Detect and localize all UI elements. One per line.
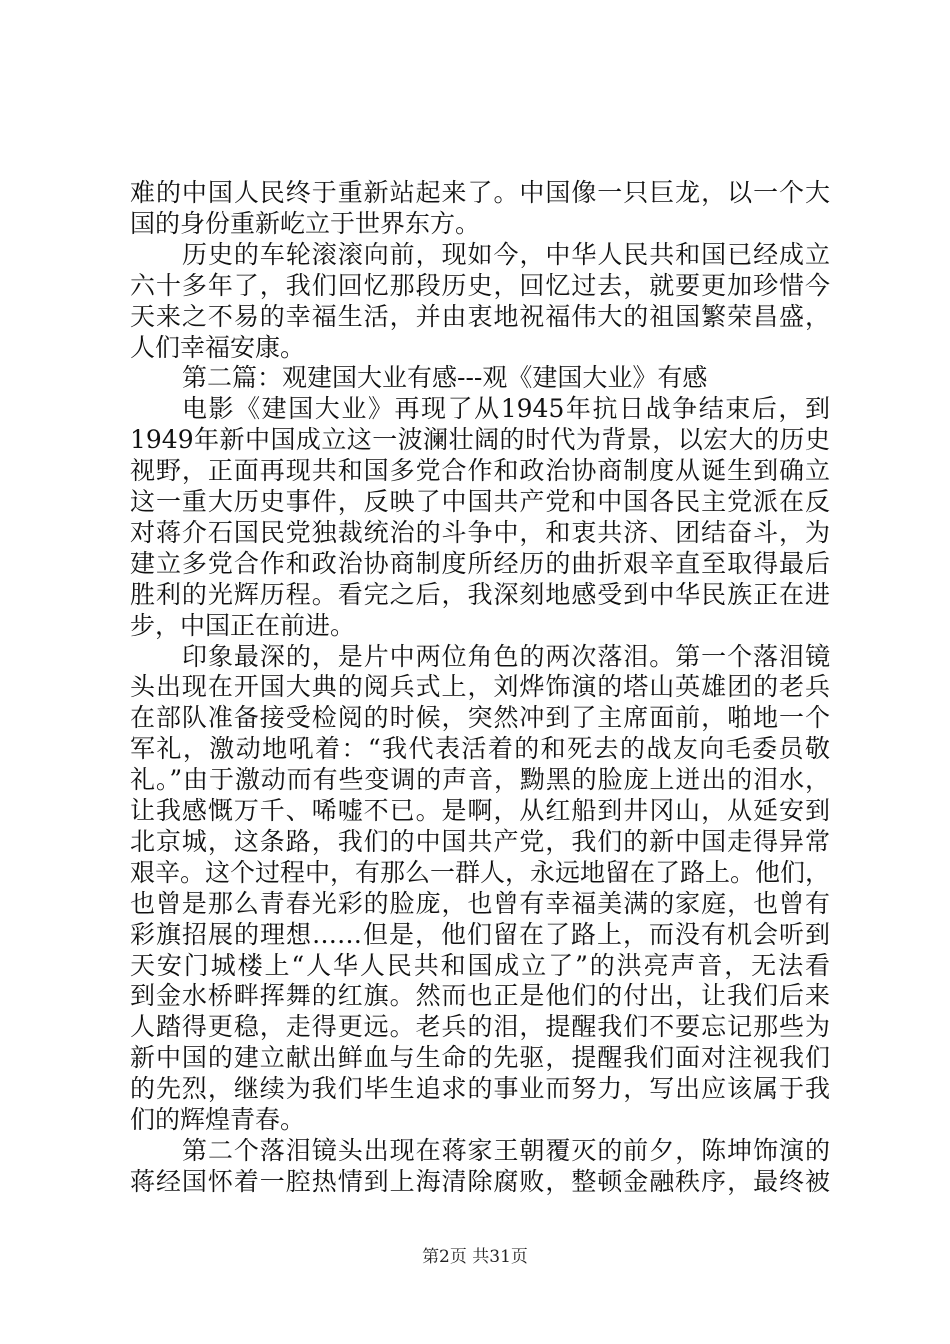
- text-line: 步，中国正在前进。: [130, 610, 356, 640]
- text-line: 历史的车轮滚滚向前，现如今，中华人民共和国已经成立: [182, 239, 830, 269]
- text-line: 北京城，这条路，我们的中国共产党，我们的新中国走得异常: [130, 826, 830, 856]
- text-line: 这一重大历史事件，反映了中国共产党和中国各民主党派在反: [130, 487, 830, 516]
- text-line: 也曾是那么青春光彩的脸庞，也曾有幸福美满的家庭，也曾有: [130, 888, 830, 918]
- text-line: 1949年新中国成立这一波澜壮阔的时代为背景，以宏大的历史: [130, 425, 830, 455]
- text-line: 在部队准备接受检阅的时候，突然冲到了主席面前，啪地一个: [130, 703, 830, 733]
- text-line: 胜利的光辉历程。看完之后，我深刻地感受到中华民族正在进: [130, 579, 830, 609]
- text-line: 们的辉煌青春。: [130, 1105, 306, 1134]
- text-line: 艰辛。这个过程中，有那么一群人，永远地留在了路上。他们，: [130, 857, 830, 887]
- section-heading: 第二篇：观建国大业有感---观《建国大业》有感: [182, 363, 708, 393]
- text-line: 印象最深的，是片中两位角色的两次落泪。第一个落泪镜: [182, 641, 830, 671]
- text-line: 彩旗招展的理想……但是，他们留在了路上，而没有机会听到: [130, 919, 830, 949]
- text-line: 第二个落泪镜头出现在蒋家王朝覆灭的前夕，陈坤饰演的: [182, 1135, 830, 1165]
- text-line: 国的身份重新屹立于世界东方。: [130, 208, 481, 238]
- text-line: 新中国的建立献出鲜血与生命的先驱，提醒我们面对注视我们: [130, 1043, 830, 1073]
- text-line: 对蒋介石国民党独裁统治的斗争中，和衷共济、团结奋斗，为: [130, 517, 830, 547]
- text-line: 礼。”由于激动而有些变调的声音，黝黑的脸庞上迸出的泪水，: [130, 765, 830, 795]
- page-footer: 第2页 共31页: [422, 1247, 528, 1267]
- text-line: 建立多党合作和政治协商制度所经历的曲折艰辛直至取得最后: [130, 548, 830, 578]
- text-line: 的先烈，继续为我们毕生追求的事业而努力，写出应该属于我: [130, 1074, 830, 1104]
- text-line: 蒋经国怀着一腔热情到上海清除腐败，整顿金融秩序，最终被: [130, 1166, 830, 1196]
- text-line: 军礼，激动地吼着：“我代表活着的和死去的战友向毛委员敬: [130, 734, 830, 764]
- text-line: 让我感慨万千、唏嘘不已。是啊，从红船到井冈山，从延安到: [130, 796, 830, 825]
- text-line: 到金水桥畔挥舞的红旗。然而也正是他们的付出，让我们后来: [130, 981, 830, 1011]
- text-line: 人们幸福安康。: [130, 332, 306, 362]
- text-line: 电影《建国大业》再现了从1945年抗日战争结束后，到: [182, 394, 830, 424]
- text-line: 天安门城楼上“人华人民共和国成立了”的洪亮声音，无法看: [130, 950, 830, 980]
- text-line: 人踏得更稳，走得更远。老兵的泪，提醒我们不要忘记那些为: [130, 1012, 830, 1042]
- text-line: 头出现在开国大典的阅兵式上，刘烨饰演的塔山英雄团的老兵: [130, 672, 830, 702]
- text-line: 六十多年了，我们回忆那段历史，回忆过去，就要更加珍惜今: [130, 270, 830, 300]
- text-line: 难的中国人民终于重新站起来了。中国像一只巨龙，以一个大: [130, 178, 830, 207]
- text-line: 视野，正面再现共和国多党合作和政治协商制度从诞生到确立: [130, 456, 830, 486]
- text-line: 天来之不易的幸福生活，并由衷地祝福伟大的祖国繁荣昌盛，: [130, 301, 830, 331]
